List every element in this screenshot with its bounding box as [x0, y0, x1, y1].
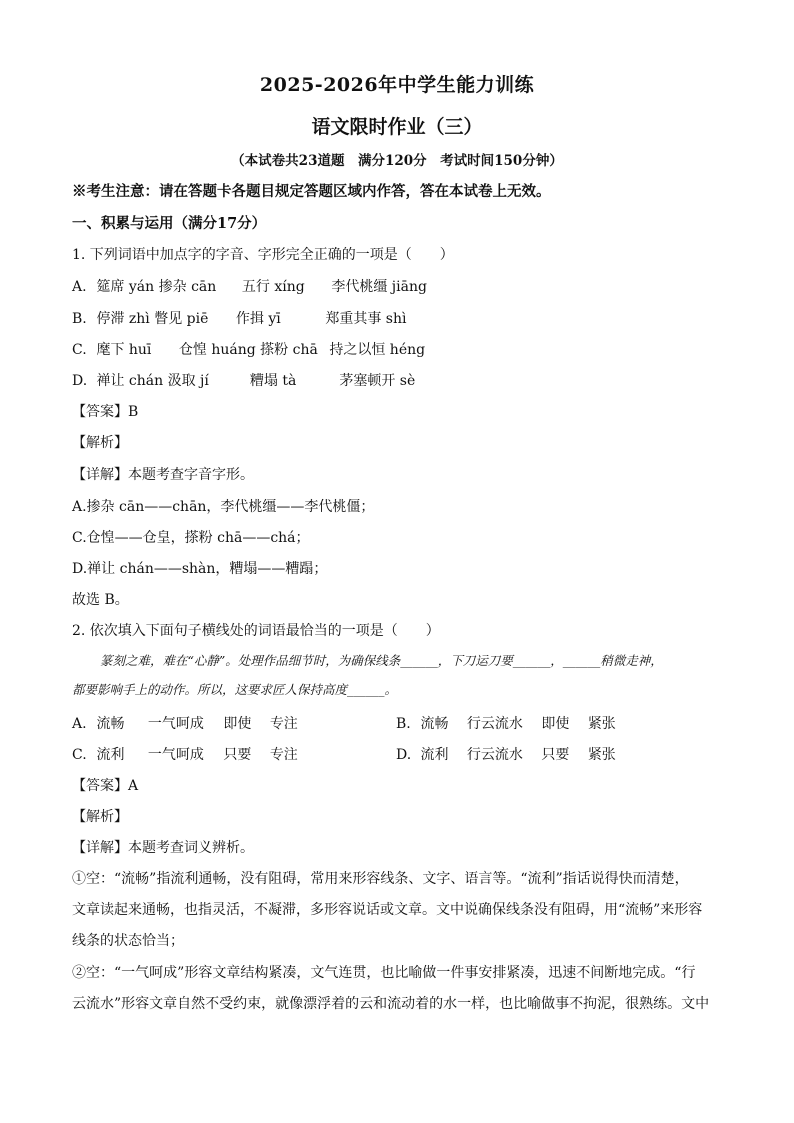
option-item: 持之以恒 héng [329, 342, 426, 358]
q2-answer: 【答案】A [72, 778, 139, 794]
option-letter: D. [396, 747, 412, 763]
q2-para1-line1: ①空：“流畅”指流利通畅，没有阻碍，常用来形容线条、文字、语言等。“流利”指话说得快而清楚， [72, 871, 689, 887]
q2-detail: 【详解】本题考查词义辨析。 [72, 840, 254, 856]
option-item: 流利 [420, 747, 449, 763]
q2-option-c [72, 744, 298, 764]
option-item: 行云流水 [466, 716, 523, 732]
q1-option-a [72, 276, 427, 296]
option-item: 只要 [541, 747, 570, 763]
option-item: 紧张 [587, 747, 616, 763]
q1-explain-a: A.掺杂 cān——chān，李代桃缰——李代桃僵； [72, 499, 375, 515]
option-item: 流利 [96, 747, 125, 763]
q2-option-a [72, 713, 298, 733]
option-item: 作揖 yī [235, 311, 281, 327]
option-letter: C. [72, 747, 87, 763]
option-item: 麾下 huī [96, 342, 152, 358]
q2-para1-line2: 文章读起来通畅，也指灵活，不凝滞，多形容说话或文章。文中说确保线条没有阻碍，用“流畅”来形容 [72, 902, 703, 918]
q2-option-d [396, 744, 616, 764]
option-item: 郑重其事 shì [325, 311, 407, 327]
q1-option-d [72, 370, 415, 390]
q1-analysis-label: 【解析】 [72, 435, 128, 451]
option-letter: C. [72, 342, 87, 358]
q2-option-b [396, 713, 616, 733]
option-letter: A. [72, 716, 87, 732]
option-item: 禅让 chán 汲取 jí [96, 373, 209, 389]
option-item: 只要 [223, 747, 252, 763]
q1-option-b [72, 308, 407, 328]
q1-conclusion: 故选 B。 [72, 592, 129, 608]
q1-stem: 1. 下列词语中加点字的字音、字形完全正确的一项是（ ） [72, 247, 454, 263]
page-title: 2025-2026年中学生能力训练 [259, 74, 535, 96]
option-item: 五行 xíng [241, 279, 305, 295]
q2-para2-line2: 云流水”形容文章自然不受约束，就像漂浮着的云和流动着的水一样，也比喻做事不拘泥，很熟练。文中 [72, 996, 710, 1012]
option-letter: A. [72, 279, 87, 295]
q2-para2-line1: ②空：“一气呵成”形容文章结构紧凑，文气连贯，也比喻做一件事安排紧凑，迅速不间断地完成。“行 [72, 965, 696, 981]
option-item: 紧张 [587, 716, 616, 732]
option-item: 流畅 [96, 716, 125, 732]
option-item: 筵席 yán 掺杂 cān [96, 279, 217, 295]
exam-info: （本试卷共23道题 满分120分 考试时间150分钟） [231, 153, 563, 169]
q2-para1-line3: 线条的状态恰当； [72, 933, 184, 949]
option-letter: B. [396, 716, 411, 732]
q2-analysis-label: 【解析】 [72, 809, 128, 825]
q1-explain-d: D.禅让 chán——shàn，糟塌——糟蹋； [72, 561, 328, 577]
option-item: 专注 [269, 716, 298, 732]
option-item: 糟塌 tà [249, 373, 297, 389]
option-item: 一气呵成 [147, 747, 204, 763]
q1-answer: 【答案】B [72, 404, 139, 420]
option-item: 茅塞顿开 sè [339, 373, 416, 389]
option-item: 即使 [541, 716, 570, 732]
option-item: 专注 [269, 747, 298, 763]
option-item: 行云流水 [466, 747, 523, 763]
option-item: 停滞 zhì 瞥见 piē [96, 311, 209, 327]
section-heading: 一、积累与运用（满分17分） [72, 215, 267, 232]
q2-stem: 2. 依次填入下面句子横线处的词语最恰当的一项是（ ） [72, 623, 440, 639]
q1-detail: 【详解】本题考查字音字形。 [72, 467, 254, 483]
option-item: 流畅 [420, 716, 449, 732]
option-item: 即使 [223, 716, 252, 732]
option-item: 仓惶 huáng 搽粉 chā [178, 342, 318, 358]
q2-passage-line1: 篆刻之难，难在“心静”。处理作品细节时，为确保线条______，下刀运刀要______，______稍微走神， [100, 653, 663, 668]
q2-passage-line2: 都要影响手上的动作。所以，这要求匠人保持高度______。 [72, 682, 398, 697]
option-letter: B. [72, 311, 87, 327]
q1-option-c [72, 339, 425, 359]
option-item: 一气呵成 [147, 716, 204, 732]
page-subtitle-title: 语文限时作业（三） [311, 116, 483, 138]
exam-notice: ※考生注意：请在答题卡各题目规定答题区域内作答，答在本试卷上无效。 [72, 183, 551, 200]
option-item: 李代桃缰 jiāng [331, 279, 427, 295]
q1-explain-c: C.仓惶——仓皇，搽粉 chā——chá； [72, 530, 310, 546]
option-letter: D. [72, 373, 88, 389]
